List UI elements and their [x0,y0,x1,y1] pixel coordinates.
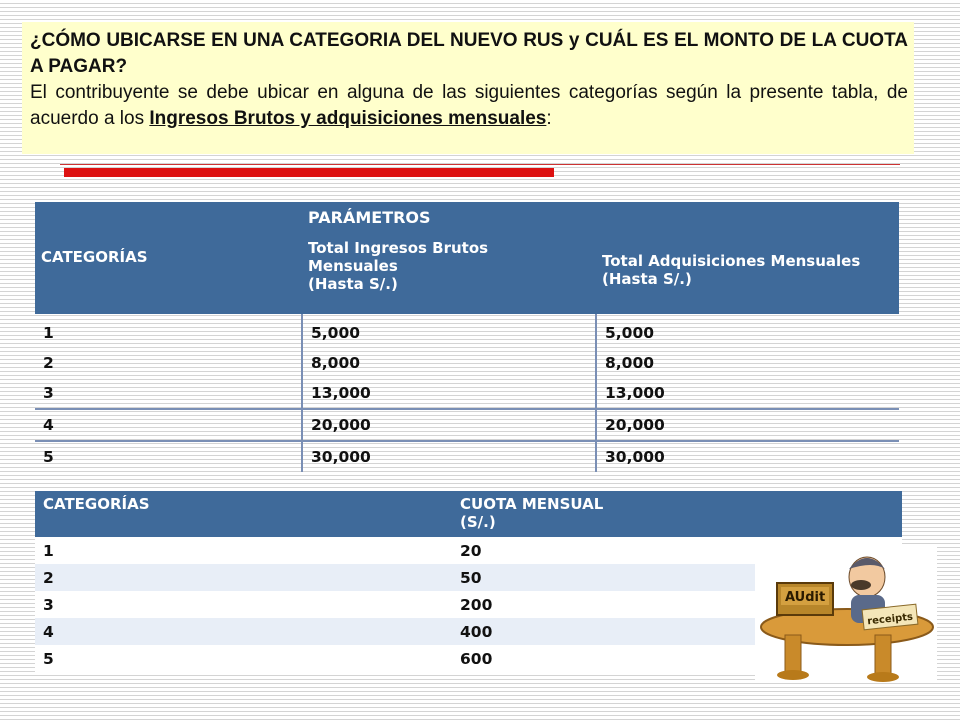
divider-red-bar [64,168,554,177]
cell-cuota: 50 [452,564,902,591]
header-adquisiciones-line1: Total Adquisiciones Mensuales [602,252,861,270]
cell-category: 4 [35,618,452,645]
auditor-illustration [755,547,937,683]
table-row [35,441,899,472]
cell-category: 3 [35,591,452,618]
receipts-label: receipts [866,611,914,628]
audit-box-label: AUdit [785,590,826,605]
intro-question: ¿CÓMO UBICARSE EN UNA CATEGORIA DEL NUEVO RUS y CUÁL ES EL MONTO DE LA CUOTA A PAGAR? [30,30,908,77]
cell-category: 5 [35,645,452,672]
header-parametros: PARÁMETROS [308,208,431,227]
cell-adquisiciones: 13,000 [596,378,899,409]
cell-adquisiciones: 5,000 [605,324,655,342]
header-adquisiciones [596,202,899,314]
cell-cuota: 200 [452,591,902,618]
cuota-header-line1: CUOTA MENSUAL [460,495,604,513]
cell-category: 1 [35,537,452,564]
divider-thin [60,164,900,165]
table-row [35,409,899,441]
cuota-header-line2: (S/.) [460,513,496,531]
cell-ingresos: 8,000 [302,348,596,378]
cell-cuota: 20 [452,537,902,564]
cell-ingresos: 13,000 [302,378,596,409]
cell-adquisiciones: 20,000 [596,409,899,441]
parameters-table [35,202,899,472]
cell-cuota: 400 [452,618,902,645]
cuota-header-categories: CATEGORÍAS [43,495,150,513]
cell-category: 3 [35,378,302,409]
cuota-header-amount [452,491,902,537]
cell-category: 2 [35,348,302,378]
table-row [35,348,899,378]
table-row [35,378,899,409]
intro-paragraph [30,80,908,132]
cell-adquisiciones: 8,000 [605,354,655,372]
cell-ingresos: 20,000 [302,409,596,441]
table-row [35,314,899,348]
cell-category: 4 [35,409,302,441]
intro-text-end: : [546,108,552,129]
cell-ingresos: 5,000 [302,314,596,348]
auditor-clipart [755,547,937,683]
cell-adquisiciones: 30,000 [605,448,665,466]
intro-box [22,22,914,154]
header-categories: CATEGORÍAS [41,248,148,266]
cell-ingresos: 30,000 [302,441,596,472]
cell-cuota: 600 [452,645,902,672]
intro-underlined-text: Ingresos Brutos y adquisiciones mensuales [149,108,547,129]
header-ingresos [302,202,596,314]
cell-category: 1 [35,314,302,348]
header-ingresos-line2: Mensuales [308,257,398,275]
cell-category: 5 [35,441,302,472]
cell-category: 2 [35,564,452,591]
header-ingresos-line3: (Hasta S/.) [308,275,398,293]
header-ingresos-line1: Total Ingresos Brutos [308,239,489,257]
header-adquisiciones-line2: (Hasta S/.) [602,270,692,288]
intro-text: El contribuyente se debe ubicar en alguna de las siguientes categorías según la presente tabla, de acuerdo a los [30,82,908,129]
